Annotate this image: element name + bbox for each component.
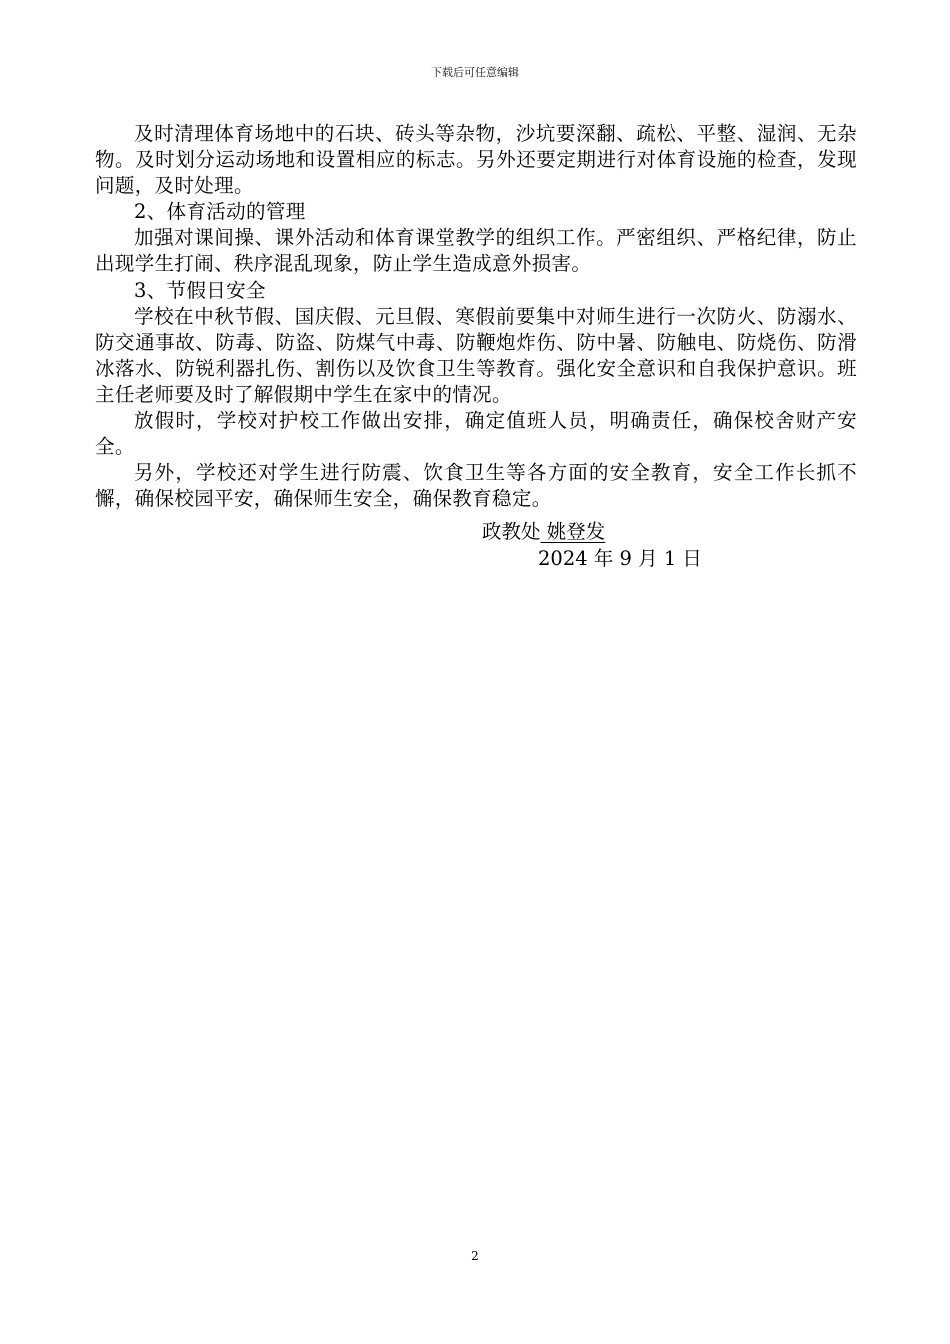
paragraph-field-maintenance: 及时清理体育场地中的石块、砖头等杂物，沙坑要深翻、疏松、平整、湿润、无杂物。及时划分运动场地和设置相应的标志。另外还要定期进行对体育设施的检查，发现问题，及时处理。 <box>95 122 857 198</box>
document-body <box>95 121 857 512</box>
page-number: 2 <box>471 1249 479 1263</box>
paragraph-holiday-education: 学校在中秋节假、国庆假、元旦假、寒假前要集中对师生进行一次防火、防溺水、防交通事故、防毒、防盗、防煤气中毒、防鞭炮炸伤、防中暑、防触电、防烧伤、防滑冰落水、防锐利器扎伤、割伤以及饮食卫生等教育。强化安全意识和自我保护意识。班主任老师要及时了解假期中学生在家中的情况。 <box>95 304 857 406</box>
document-date: 2024 年 9 月 1 日 <box>538 547 702 570</box>
paragraph-other-education: 另外，学校还对学生进行防震、饮食卫生等各方面的安全教育，安全工作长抓不懈，确保校园平安，确保师生安全，确保教育稳定。 <box>95 461 857 511</box>
section-heading-sports-management: 2、体育活动的管理 <box>134 200 306 224</box>
signature-name: 姚登发 <box>540 520 606 543</box>
signature-department: 政教处 <box>482 520 541 543</box>
section-heading-holiday-safety: 3、节假日安全 <box>134 278 266 302</box>
page-header: 下载后可任意编辑 <box>431 66 519 79</box>
paragraph-sports-management: 加强对课间操、课外活动和体育课堂教学的组织工作。严密组织、严格纪律，防止出现学生打闹、秩序混乱现象，防止学生造成意外损害。 <box>95 226 857 276</box>
paragraph-holiday-duty: 放假时，学校对护校工作做出安排，确定值班人员，明确责任，确保校舍财产安全。 <box>95 409 857 459</box>
signature-line <box>482 518 605 545</box>
